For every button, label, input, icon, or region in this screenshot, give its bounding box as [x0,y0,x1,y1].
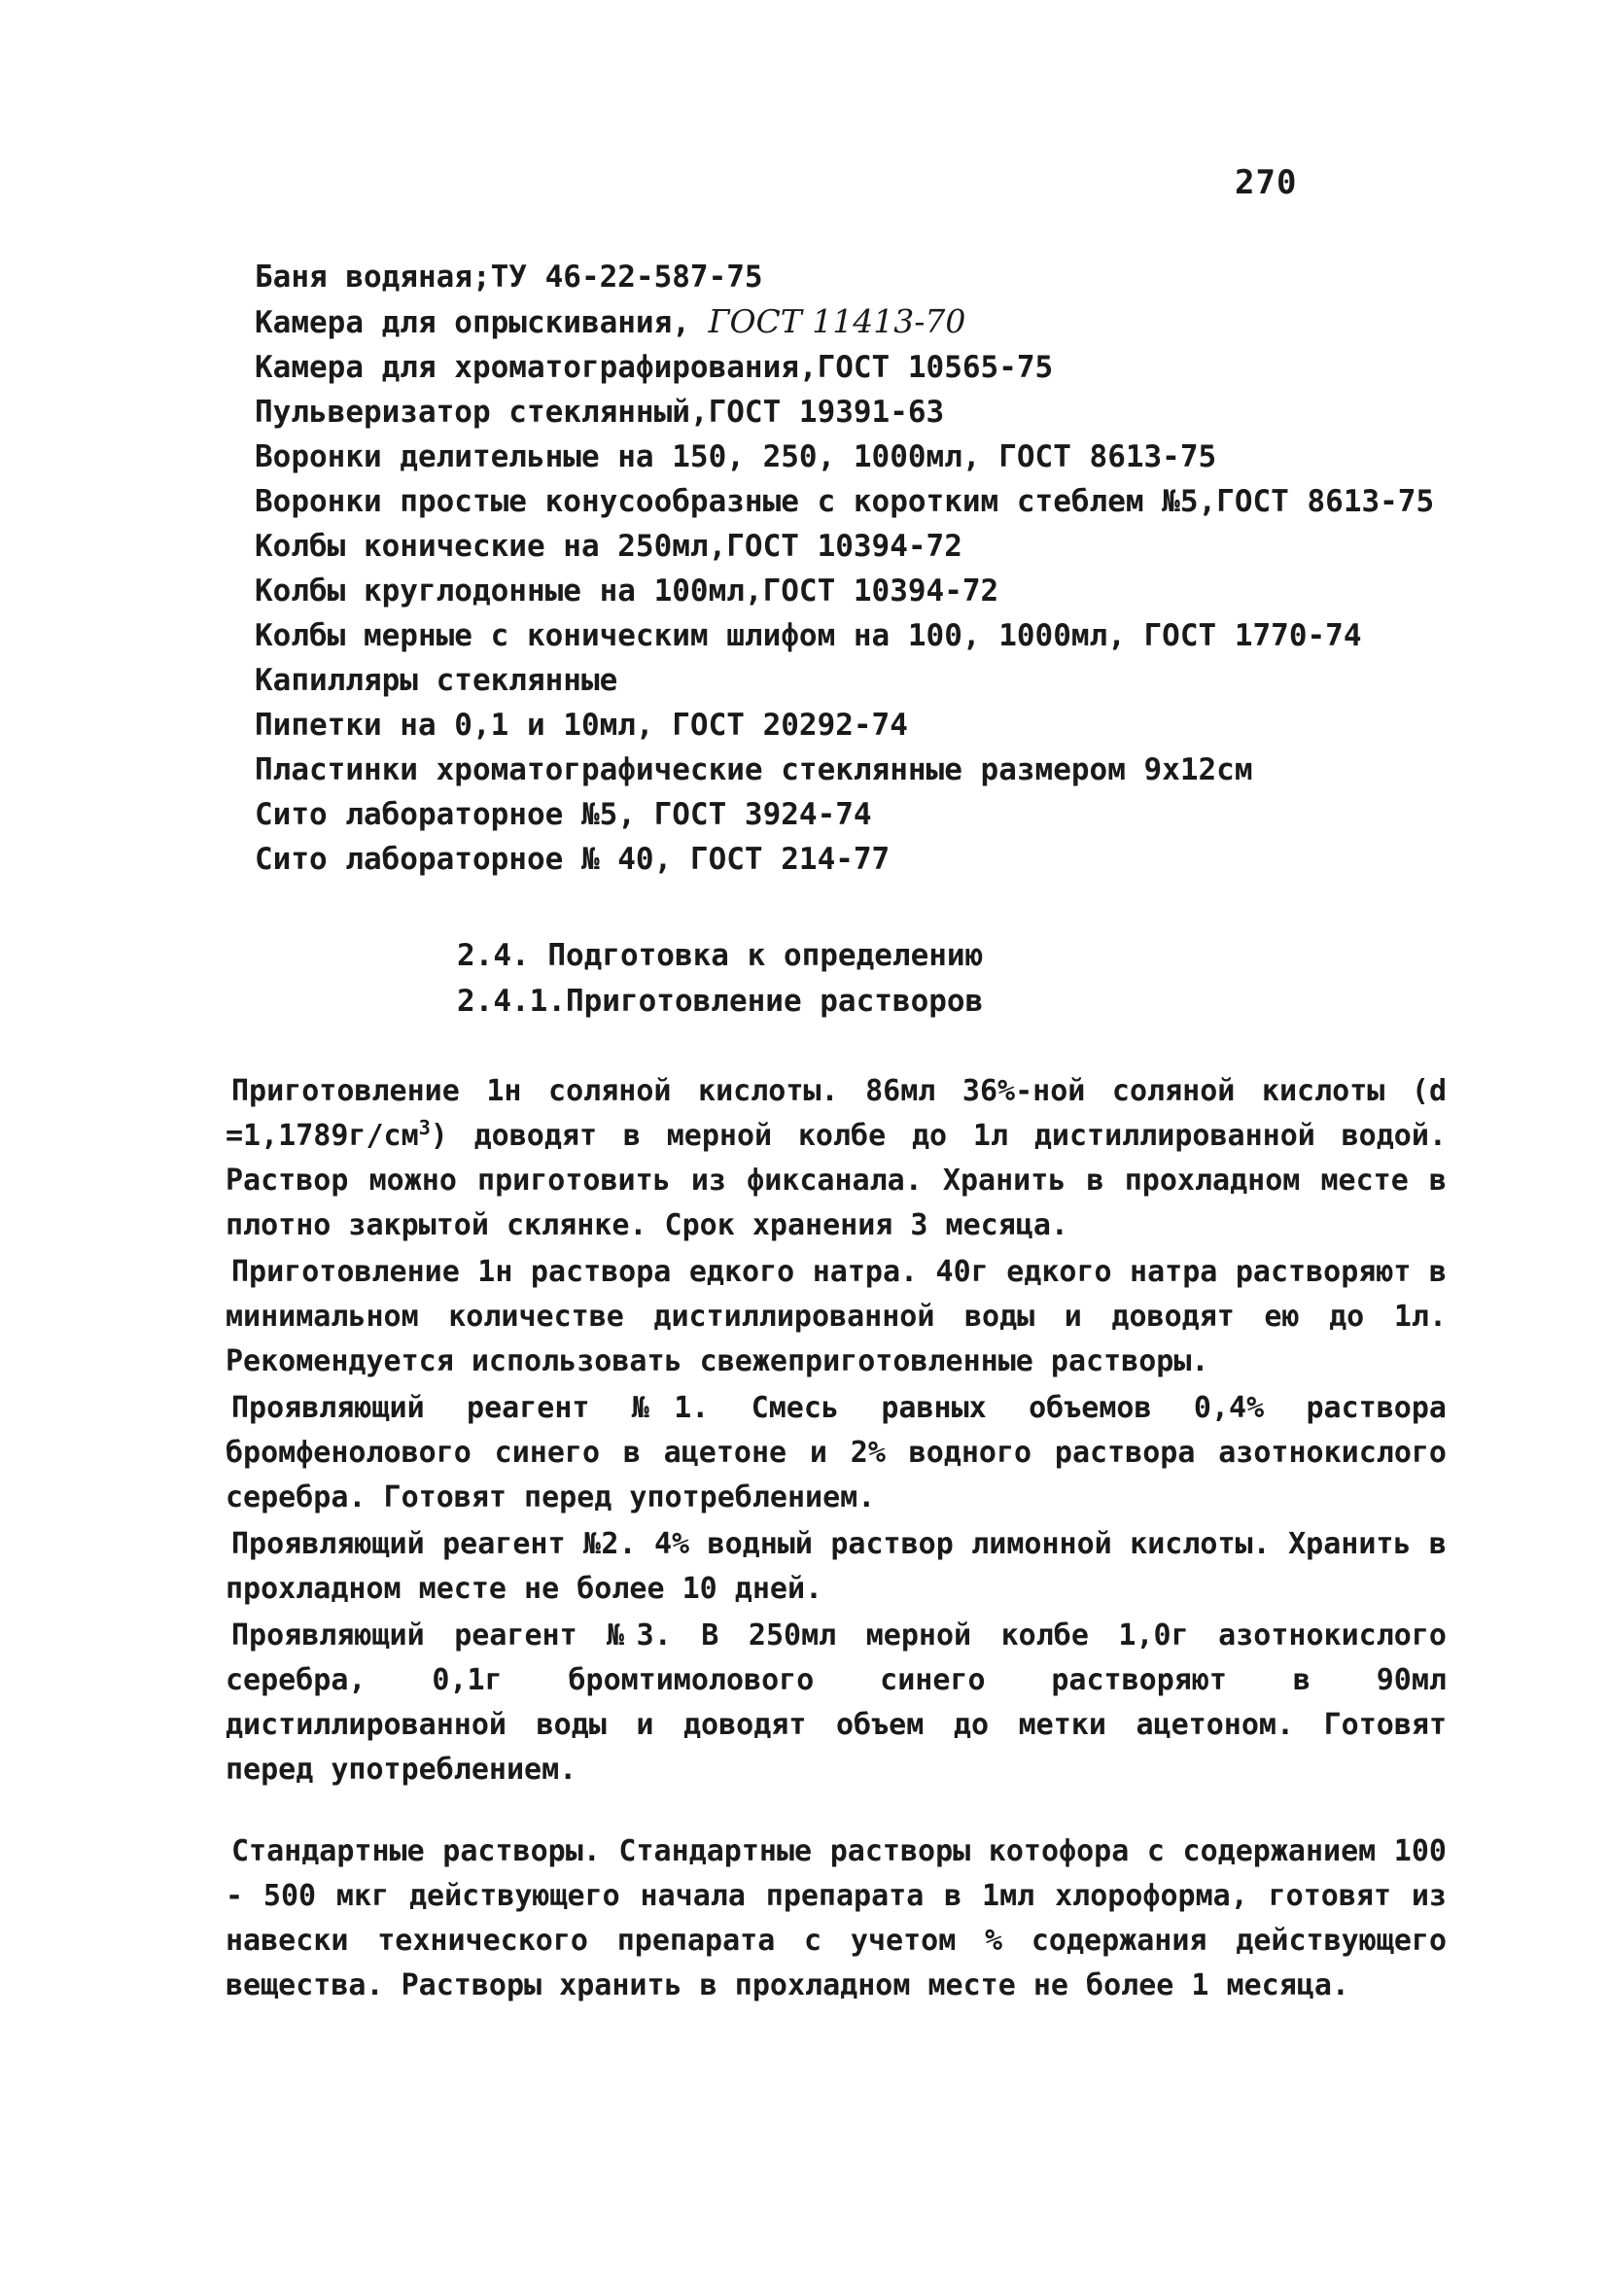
paragraph-reagent-3: Проявляющий реагент №3. В 250мл мерной колбе 1,0г азотнокислого серебра, 0,1г бромтимолового синего растворяют в 90мл дистиллированной воды и доводят объем до метки ацетоном. Готовят перед употреблением. [226,1618,1447,1787]
equipment-item: Пульверизатор стеклянный,ГОСТ 19391-63 [255,395,945,430]
equipment-item: Сито лабораторное №5, ГОСТ 3924-74 [255,797,872,832]
equipment-item [255,299,1434,345]
equipment-item: Колбы мерные с коническим шлифом на 100, 1000мл, ГОСТ 1770-74 [255,618,1362,653]
body-text [226,1069,1447,2008]
superscript: 3 [418,1116,431,1139]
equipment-item: Камера для хроматографирования,ГОСТ 10565-75 [255,350,1054,385]
paragraph-reagent-1: Проявляющий реагент №1. Смесь равных объемов 0,4% раствора бромфенолового синего в ацетоне и 2% водного раствора азотнокислого серебра. Готовят перед употреблением. [226,1391,1447,1514]
subsection-heading: 2.4.1.Приготовление растворов [457,984,984,1019]
equipment-list [255,255,1434,882]
paragraph-standards: Стандартные растворы. Стандартные растворы котофора с содержанием 100 - 500 мкг действующего начала препарата в 1мл хлороформа, готовят из навески технического препарата с учетом % содержания действующего вещества. Растворы хранить в прохладном месте не более 1 месяца. [226,1834,1447,2002]
equipment-item: Баня водяная;ТУ 46-22-587-75 [255,260,763,295]
paragraph-reagent-2: Проявляющий реагент №2. 4% водный раствор лимонной кислоты. Хранить в прохладном месте не более 10 дней. [226,1527,1447,1606]
equipment-item: Сито лабораторное № 40, ГОСТ 214-77 [255,842,891,877]
paragraph-hcl [226,1069,1447,1248]
paragraph-naoh: Приготовление 1н раствора едкого натра. 40г едкого натра растворяют в минимальном количестве дистиллированной воды и доводят ею до 1л. Рекомендуется использовать свежеприготовленные растворы. [226,1255,1447,1378]
equipment-item: Пластинки хроматографические стеклянные размером 9х12см [255,752,1253,787]
handwritten-annotation: ГОСТ 11413-70 [708,302,966,340]
equipment-item-text: Камера для опрыскивания, [255,305,690,340]
equipment-item: Колбы конические на 250мл,ГОСТ 10394-72 [255,529,962,564]
equipment-item: Пипетки на 0,1 и 10мл, ГОСТ 20292-74 [255,708,908,743]
page-number: 270 [1235,163,1298,202]
paragraph-hcl-end: ) доводят в мерной колбе до 1л дистиллированной водой. Раствор можно приготовить из фиксанала. Хранить в прохладном месте в плотно закрытой склянке. Срок хранения 3 месяца. [226,1119,1447,1242]
equipment-item: Капилляры стеклянные [255,663,618,698]
equipment-item: Воронки делительные на 150, 250, 1000мл, ГОСТ 8613-75 [255,439,1217,474]
paragraph-hcl-start: Приготовление 1н соляной кислоты. 86мл 36%-ной соляной кислоты (d =1,1789г/см [226,1074,1447,1153]
section-heading: 2.4. Подготовка к определению [457,938,984,973]
equipment-item: Воронки простые конусообразные с коротким стеблем №5,ГОСТ 8613-75 [255,484,1435,519]
equipment-item: Колбы круглодонные на 100мл,ГОСТ 10394-72 [255,574,999,609]
